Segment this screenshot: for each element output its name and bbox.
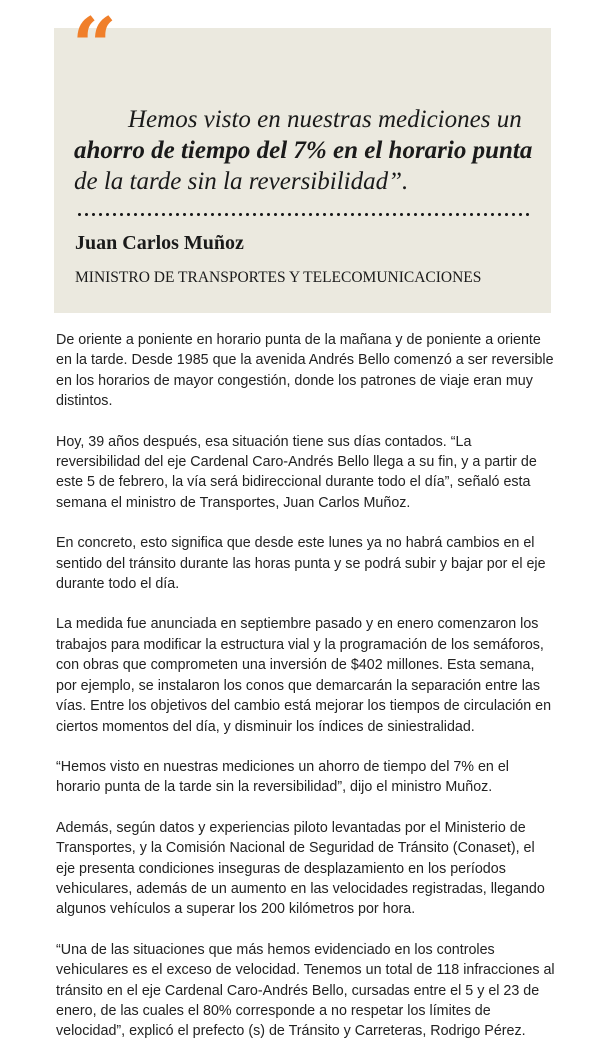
article-paragraph: Hoy, 39 años después, esa situación tiene sus días contados. “La reversibilidad del eje Cardenal Caro-Andrés Bello llega a su fin, y a partir de este 5 de febrero, la vía será bidireccional durante todo el día”, señaló esta semana el ministro de Transportes, Juan Carlos Muñoz. — [56, 433, 537, 511]
article-body — [56, 330, 556, 1062]
article-paragraph: Además, según datos y experiencias piloto levantadas por el Ministerio de Transportes, y la Comisión Nacional de Seguridad de Tránsito (Conaset), el eje presenta condiciones inseguras de desplazamiento en los períodos vehiculares, además de un aumento en las velocidades registradas, llegando algunos vehículos a superar los 200 kilómetros por hora. — [56, 819, 545, 918]
quote-highlight: ahorro de tiempo del 7% en el horario punta — [74, 137, 533, 164]
article-paragraph: De oriente a poniente en horario punta de la mañana y de poniente a oriente en la tarde. Desde 1985 que la avenida Andrés Bello comenzó a ser reversible en los horarios de mayor congestión, donde los patrones de viaje eran muy distintos. — [56, 332, 554, 410]
dotted-divider — [76, 213, 532, 216]
quote-text — [74, 104, 536, 197]
pull-quote — [54, 1, 551, 313]
quote-lead: Hemos visto en nuestras mediciones un — [128, 106, 522, 133]
quote-mark-icon: “ — [72, 1, 111, 92]
article-paragraph: La medida fue anunciada en septiembre pasado y en enero comenzaron los trabajos para modificar la estructura vial y la programación de los semáforos, con obras que comprometen una inversión de $402 millones. Esta semana, por ejemplo, se instalaron los conos que demarcarán la separación entre las vías. Entre los objetivos del cambio está mejorar los tiempos de circulación en ciertos momentos del día, y disminuir los índices de siniestralidad. — [56, 616, 552, 735]
quote-tail: de la tarde sin la reversibilidad”. — [74, 168, 409, 195]
quote-author-role: MINISTRO DE TRANSPORTES Y TELECOMUNICACIONES — [75, 269, 482, 286]
article-paragraph: “Hemos visto en nuestras mediciones un ahorro de tiempo del 7% en el horario punta de la tarde sin la reversibilidad”, dijo el ministro Muñoz. — [56, 758, 509, 796]
article-paragraph: “Una de las situaciones que más hemos evidenciado en los controles vehiculares es el exceso de velocidad. Tenemos un total de 118 infracciones al tránsito en el eje Cardenal Caro-Andrés Bello, cursadas entre el 5 y el 23 de enero, de las cuales el 80% corresponde a no respetar los límites de velocidad”, explicó el prefecto (s) de Tránsito y Carreteras, Rodrigo Pérez. — [56, 941, 555, 1040]
article-paragraph: En concreto, esto significa que desde este lunes ya no habrá cambios en el sentido del tránsito durante las horas punta y se podrá subir y bajar por el eje durante todo el día. — [56, 535, 546, 593]
quote-author: Juan Carlos Muñoz — [75, 232, 244, 254]
